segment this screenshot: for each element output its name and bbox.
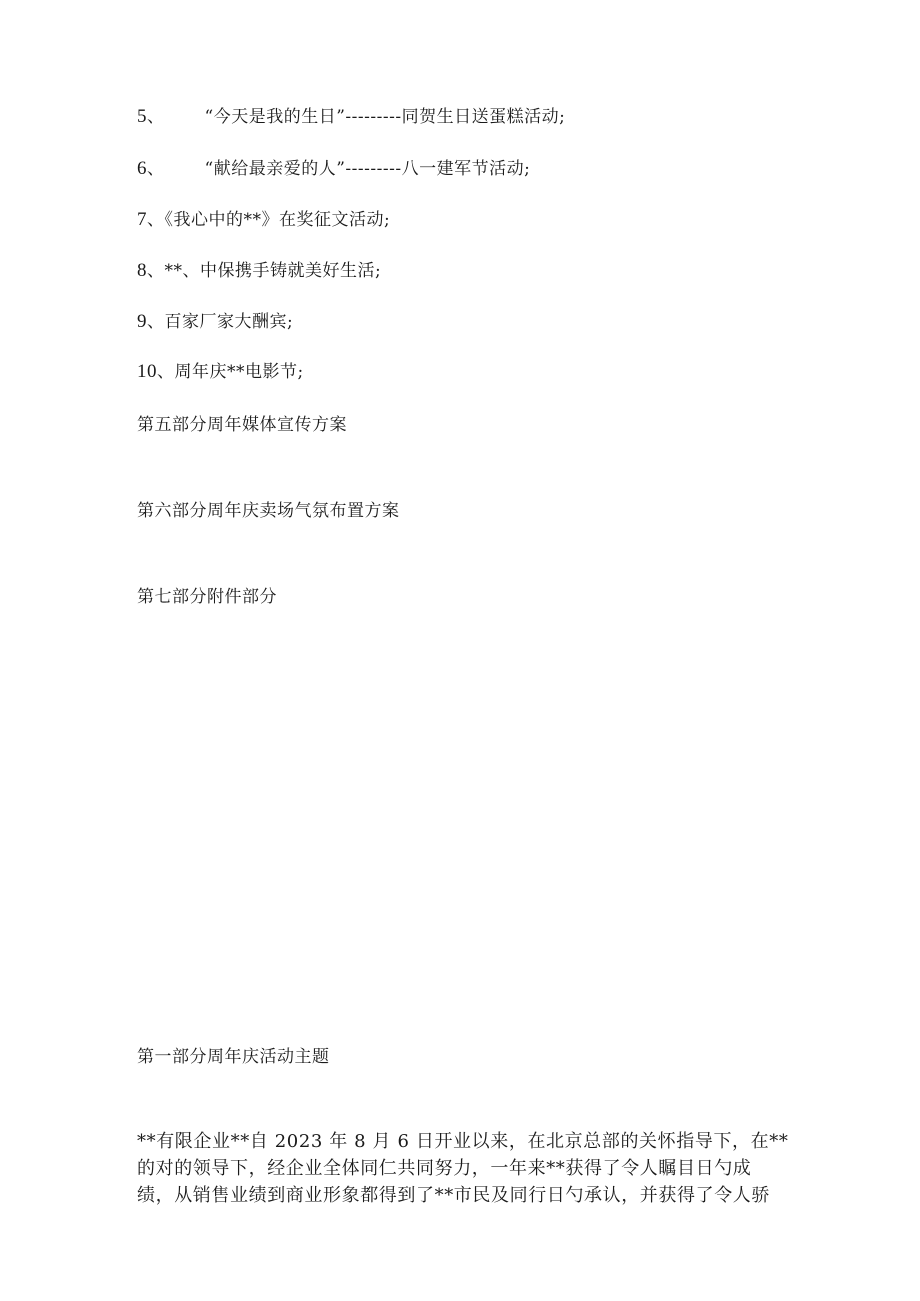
body-paragraph [137, 1128, 789, 1209]
list-separator: 、 [147, 261, 165, 281]
list-text: “献给最亲爱的人”---------八一建军节活动; [204, 159, 531, 179]
list-number: 8 [137, 260, 147, 281]
list-number: 10 [137, 361, 157, 382]
list-item-8 [137, 260, 381, 282]
list-separator: 、 [147, 159, 165, 179]
paragraph-line: **有限企业**自 2023 年 8 月 6 日开业以来，在北京总部的关怀指导下，在** [137, 1131, 789, 1152]
list-separator: 、 [147, 210, 165, 230]
section-heading-part5: 第五部分周年媒体宣传方案 [137, 415, 347, 435]
list-item-6 [137, 158, 530, 180]
paragraph-line: 绩，从销售业绩到商业形象都得到了**市民及同行日勺承认，并获得了令人骄 [137, 1185, 770, 1206]
list-number: 5 [137, 106, 147, 127]
list-text: 周年庆**电影节; [174, 362, 304, 382]
list-text: 《我心中的**》在奖征文活动; [164, 210, 391, 230]
list-separator: 、 [147, 312, 165, 332]
section-heading-part7: 第七部分附件部分 [137, 587, 277, 607]
list-item-7 [137, 209, 390, 231]
section-heading-part1: 第一部分周年庆活动主题 [137, 1047, 330, 1067]
list-item-10 [137, 361, 304, 383]
list-text: “今天是我的生日”---------同贺生日送蛋糕活动; [204, 107, 566, 127]
list-item-5 [137, 106, 565, 128]
list-separator: 、 [157, 362, 175, 382]
list-number: 9 [137, 311, 147, 332]
list-separator: 、 [147, 107, 165, 127]
section-heading-part6: 第六部分周年庆卖场气氛布置方案 [137, 501, 400, 521]
list-text: 百家厂家大酬宾; [164, 312, 294, 332]
list-number: 7 [137, 209, 147, 230]
list-number: 6 [137, 158, 147, 179]
list-item-9 [137, 311, 293, 333]
list-text: **、中保携手铸就美好生活; [164, 261, 382, 281]
paragraph-line: 的对的领导下，经企业全体同仁共同努力，一年来**获得了令人瞩目日勺成 [137, 1158, 752, 1179]
